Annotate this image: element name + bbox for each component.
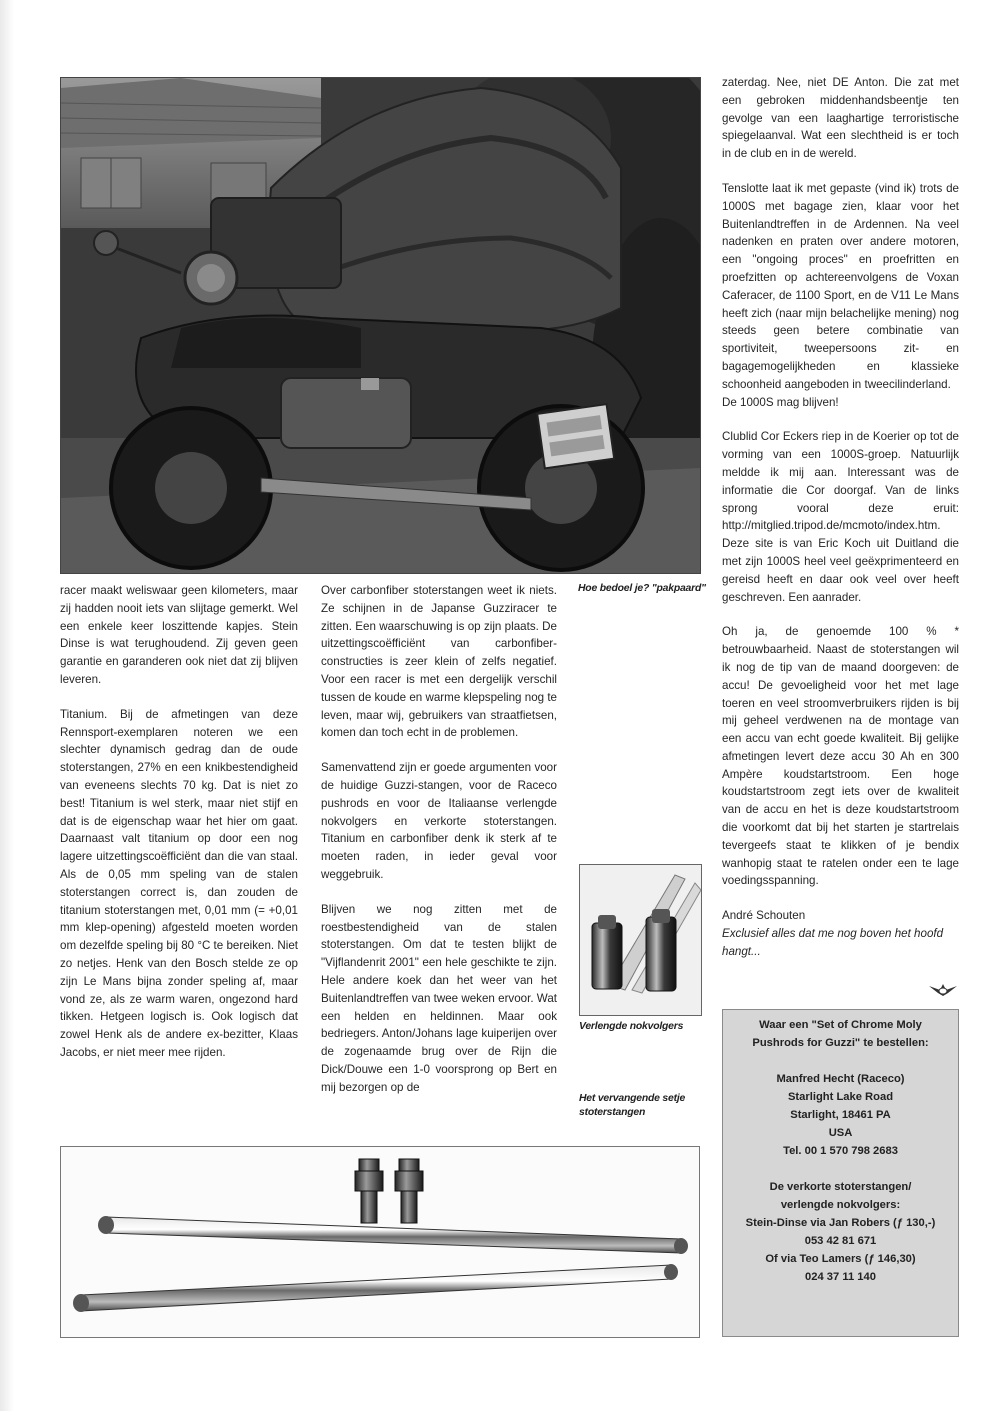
- dealer-info: De verkorte stoterstangen/ verlengde nokvolgers: Stein-Dinse via Jan Robers (ƒ 130,-) 053 42 81 671 Of via Teo Lamers (ƒ 146,30) 024 37 11 140: [745, 1181, 936, 1283]
- caption-main-photo: Hoe bedoel je? "pakpaard": [578, 583, 706, 594]
- paragraph: Clublid Cor Eckers riep in de Koerier op tot de vorming van een 1000S-groep. Natuurlijk meldde ik mij aan. Interessant was de informatie die Cor doorgaf. Van de links sprong vooral deze eruit: http://mitglied.tripod.de/mcmoto/index.htm. Deze site is van Eric Koch uit Duitland die met zijn 1000S heel veel geëxprimenteerd en gereisd heeft en daar ook veel over heeft geschreven. Een aanrader.: [722, 430, 959, 604]
- text-column-3: [722, 74, 959, 978]
- infobox-heading: Waar een "Set of Chrome Moly Pushrods for Guzzi" te bestellen:: [752, 1019, 929, 1049]
- caption-nokvolgers: Verlengde nokvolgers: [579, 1021, 684, 1032]
- paragraph: Samenvattend zijn er goede argumenten voor de huidige Guzzi-stangen, voor de Raceco pushrods en voor de Italiaanse verlengde nokvolgers en verkorte stoterstangen. Titanium en carbonfiber denk ik sterk af te moeten raden, in ieder geval voor weggebruik.: [321, 761, 557, 881]
- nokvolgers-photo: [579, 864, 702, 1016]
- paragraph: Blijven we nog zitten met de roestbestendigheid van de stalen stoterstangen. Om dat te testen blijkt de "Vijflandenrit 2001" een hele geschikte te zijn. Hele andere koek dan het weer van het Buitenlandtreffen van twee weken ervoor. Wat een helden en heldinnen. Maar ook bedriegers. Anton/Johans lage kuiperijen over de zogenaamde brug over de Rijn die Dick/Douwe een 1-0 voorsprong op Bert en mij bezorgen op de: [321, 902, 557, 1094]
- paragraph: racer maakt weliswaar geen kilometers, maar zij hadden nooit iets van slijtage gemerkt. Wel een enkele keer loszittende kapjes. Stein Dinse is wat terughoudend. Zij geven geen garantie en garanderen ook niet dat zij blijven leveren.: [60, 584, 298, 686]
- text-column-1: [60, 582, 298, 1079]
- paragraph: zaterdag. Nee, niet DE Anton. Die zat met een gebroken middenhandsbeentje ten gevolge van een laaghartige terroristische spiegelaanval. Wat een slechtheid is er toch in de club en in de wereld.: [722, 76, 959, 161]
- page-edge: [0, 0, 14, 1411]
- paragraph: Titanium. Bij de afmetingen van deze Rennsport-exemplaren noteren we een slechter dynamisch gedrag dan de oude stoterstangen, 27% en een knikbestendigheid van eveneens slechts 70 kg. Dat is niet zo best! Titanium is wel sterk, maar niet stijf en dat is de eigenschap waar het hier om gaat. Daarnaast valt titanium op door een nog lagere uitzettingscoëfficiënt dan die van staal. Als de 0,05 mm speling van de stalen stoterstangen correct is, dan zouden de titanium stoterstangen met, 0,01 mm (= +0,01 mm klep-opening) afgesteld moeten worden om dezelfde speling bij 80 °C te bereiken. Niet zo netjes. Henk van den Bosch stelde ze op zijn Le Mans bijna zonder speling af, maar vond ze, als ze warm waren, ongezond hard tikken. Hetgeen logisch is. Ook logisch dat zowel Henk als de andere ex-bezitter, Klaas Jacobs, er niet meer mee rijden.: [60, 707, 298, 1059]
- club-logo-icon: [928, 982, 958, 998]
- motorcycle-photo: [60, 77, 701, 574]
- text-column-2: [321, 582, 557, 1114]
- author-name: André Schouten: [722, 909, 806, 923]
- paragraph: Over carbonfiber stoterstangen weet ik niets. Ze schijnen in de Japanse Guzziracer te zitten. Een waarschuwing is op zijn plaats. De uitzettingscoëfficiënt van carbonfiber-constructies is zeer klein of zelfs negatief. Voor een racer is met een dergelijk verschil tussen de koude en warme klepspeling nog te leven, maar wij, gebruikers van straatfietsen, komen dan toch echt in de problemen.: [321, 584, 557, 740]
- paragraph: De 1000S mag blijven!: [722, 395, 839, 409]
- paragraph: Oh ja, de genoemde 100 % * betrouwbaarheid. Naast de stoterstangen wil ik nog de tip van de maand doorgeven: de accu! De gevoeligheid voor het met lage toeren en veel stroomverbruikers rijden is bij mij geheel verdwenen na de montage van een accu van echt goede kwaliteit. Bij gelijke afmetingen levert deze accu 30 Ah en 300 Ampère koudstartstroom. Een hoge koudstartstroom zegt iets over de kwaliteit van de accu en het is deze koudstartstroom die voorkomt dat bij het starten je startrelais tevergeefs staat te klikken of je bendix wanhopig staat te ratelen onder een te lage voedingsspanning.: [722, 625, 959, 888]
- caption-setje: Het vervangende setje stoterstangen: [579, 1093, 686, 1118]
- author-tagline: Exclusief alles dat me nog boven het hoofd hangt...: [722, 927, 944, 958]
- paragraph: Tenslotte laat ik met gepaste (vind ik) trots de 1000S met bagage zien, klaar voor het Buitenlandtreffen in de Ardennen. Na veel nadenken en praten over andere motoren, een "ongoing proces" en proefritten en proefzitten op achtereenvolgens de Voxan Caferacer, de 1100 Sport, en de V11 Le Mans heeft zich (naar mijn belachelijke mening) nog steeds geen betere combinatie van sportiviteit, tweepersoons zit- en bagagemogelijkheden en klassieke schoonheid aangeboden in tweecilinderland.: [722, 181, 959, 391]
- supplier-address: Manfred Hecht (Raceco) Starlight Lake Road Starlight, 18461 PA USA Tel. 00 1 570 798 2683: [776, 1073, 905, 1157]
- order-info-box: [722, 1009, 959, 1337]
- pushrods-photo: [60, 1146, 700, 1338]
